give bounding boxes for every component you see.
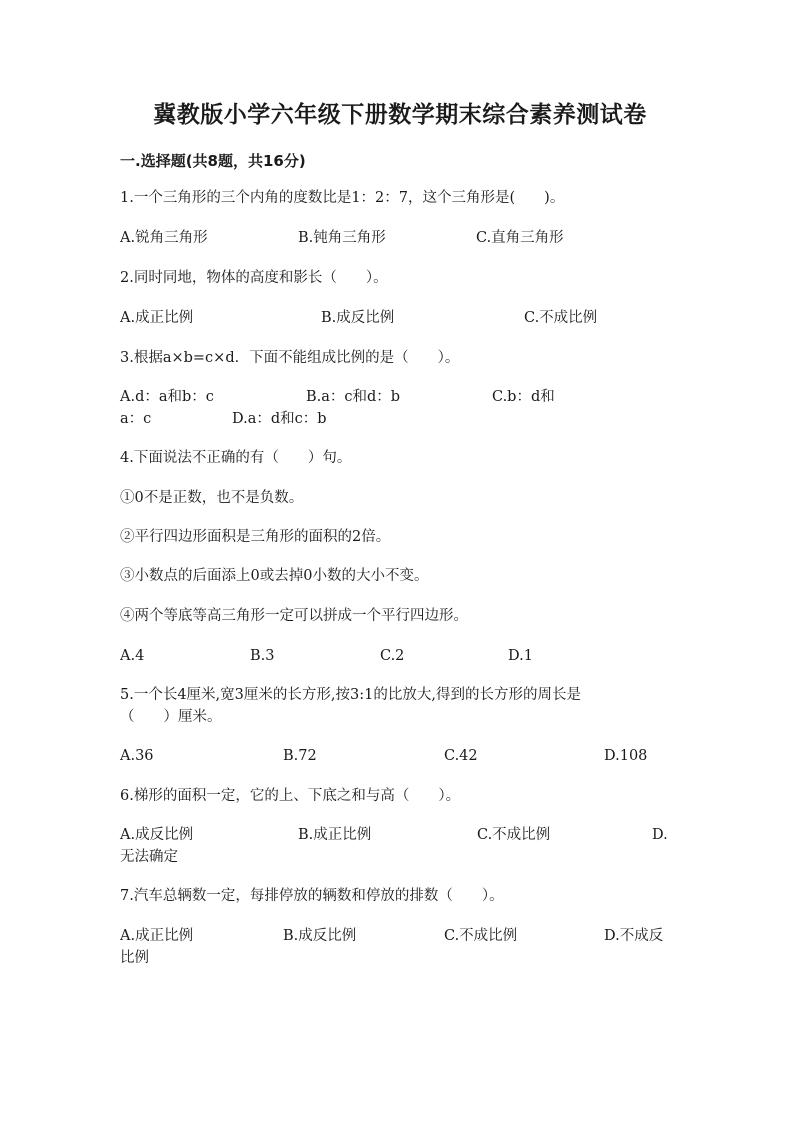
question-7-option-c: C.不成比例 xyxy=(444,928,518,944)
question-7-option-d: D.不成反 xyxy=(604,928,664,944)
question-6-option-a: A.成反比例 xyxy=(120,827,194,843)
question-4-statement-2: ②平行四边形面积是三角形的面积的2倍。 xyxy=(120,529,391,545)
question-6-option-c: C.不成比例 xyxy=(477,827,551,843)
question-4-statement-4: ④两个等底等高三角形一定可以拼成一个平行四边形。 xyxy=(120,608,468,624)
question-7-option-d-cont: 比例 xyxy=(120,950,149,966)
question-5-stem: 5.一个长4厘米,宽3厘米的长方形,按3:1的比放大,得到的长方形的周长是 xyxy=(120,687,581,703)
question-2-stem: 2.同时同地，物体的高度和影长（ ）。 xyxy=(120,270,388,286)
question-6-option-d: D. xyxy=(652,827,668,843)
question-7-option-a: A.成正比例 xyxy=(120,928,194,944)
question-4-stem: 4.下面说法不正确的有（ ）句。 xyxy=(120,450,352,466)
question-4-statement-3: ③小数点的后面添上0或去掉0小数的大小不变。 xyxy=(120,568,429,584)
question-1-stem: 1.一个三角形的三个内角的度数比是1：2：7，这个三角形是( )。 xyxy=(120,190,565,206)
question-7-option-b: B.成反比例 xyxy=(283,928,357,944)
question-3-option-b: B.a：c和d：b xyxy=(306,389,401,405)
question-6-stem: 6.梯形的面积一定，它的上、下底之和与高（ ）。 xyxy=(120,788,461,804)
question-4-statement-1: ①0不是正数，也不是负数。 xyxy=(120,490,304,506)
question-5-stem-cont: （ ）厘米。 xyxy=(120,709,222,725)
question-3-option-c-cont: a：c xyxy=(120,411,152,427)
question-2-option-b: B.成反比例 xyxy=(321,310,395,326)
section-heading: 一.选择题(共8题，共16分) xyxy=(120,152,306,170)
question-4-option-c: C.2 xyxy=(380,648,405,664)
question-3-option-a: A.d：a和b：c xyxy=(120,389,214,405)
question-5-option-d: D.108 xyxy=(604,748,648,764)
question-7-stem: 7.汽车总辆数一定，每排停放的辆数和停放的排数（ ）。 xyxy=(120,888,504,904)
question-6-option-b: B.成正比例 xyxy=(298,827,372,843)
question-5-option-a: A.36 xyxy=(120,748,154,764)
question-1-option-c: C.直角三角形 xyxy=(476,230,564,246)
question-2-option-a: A.成正比例 xyxy=(120,310,194,326)
page-title: 冀教版小学六年级下册数学期末综合素养测试卷 xyxy=(153,102,647,128)
question-6-option-d-cont: 无法确定 xyxy=(120,849,178,865)
question-1-option-b: B.钝角三角形 xyxy=(298,230,386,246)
question-4-option-d: D.1 xyxy=(508,648,533,664)
question-5-option-b: B.72 xyxy=(283,748,317,764)
question-3-stem: 3.根据a×b=c×d．下面不能组成比例的是（ ）。 xyxy=(120,350,460,366)
question-1-option-a: A.锐角三角形 xyxy=(120,230,208,246)
question-4-option-b: B.3 xyxy=(250,648,275,664)
question-3-option-c: C.b：d和 xyxy=(492,389,555,405)
question-4-option-a: A.4 xyxy=(120,648,145,664)
question-3-option-d: D.a：d和c：b xyxy=(232,411,327,427)
question-2-option-c: C.不成比例 xyxy=(524,310,598,326)
question-5-option-c: C.42 xyxy=(444,748,478,764)
